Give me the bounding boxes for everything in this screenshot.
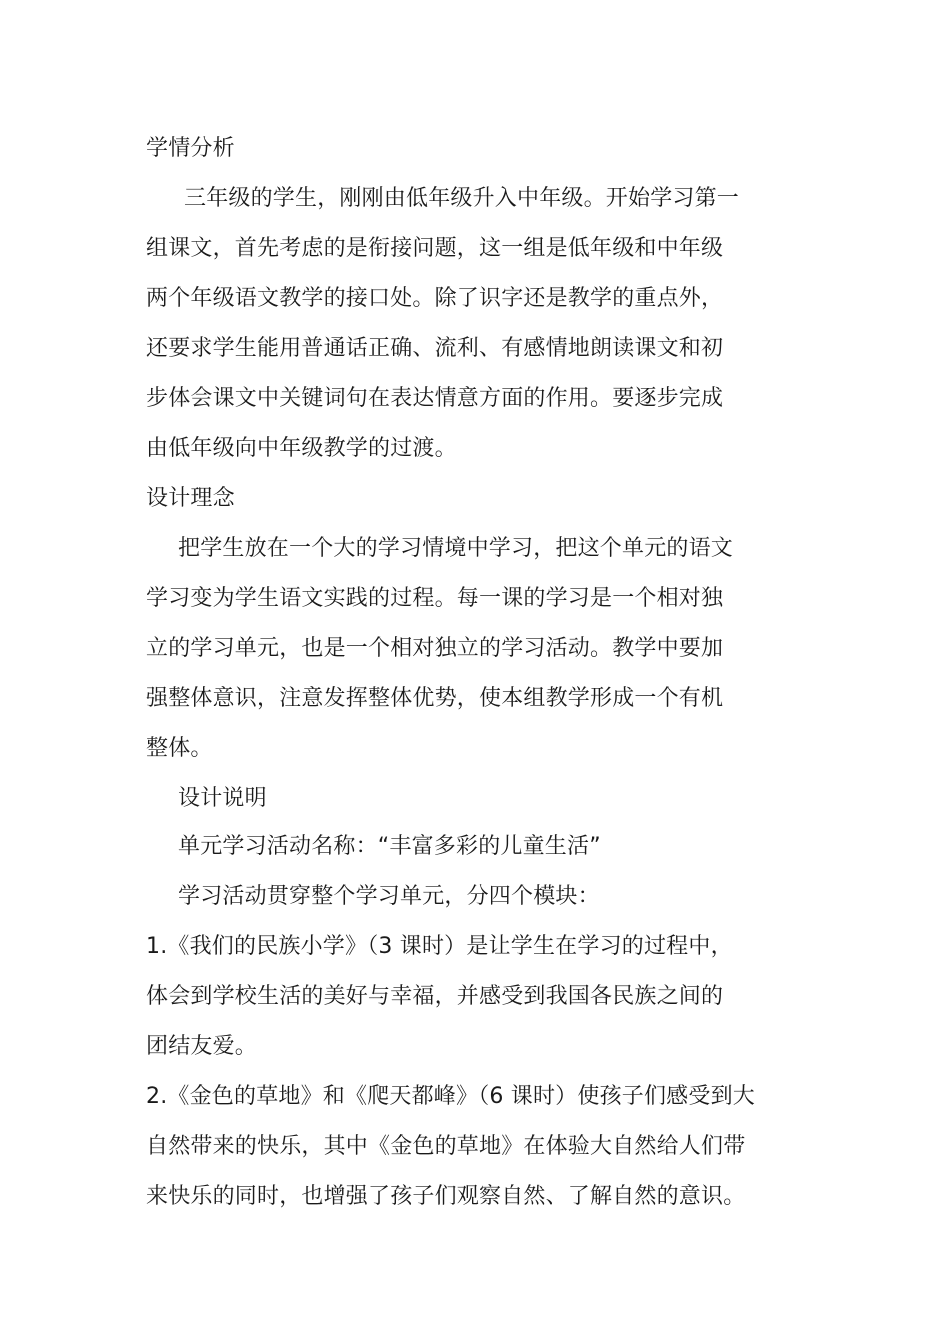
paragraph-line: 学习活动贯穿整个学习单元，分四个模块： <box>178 884 600 909</box>
paragraph-line: 学习变为学生语文实践的过程。每一课的学习是一个相对独 <box>146 586 724 611</box>
paragraph-line: 组课文，首先考虑的是衔接问题，这一组是低年级和中年级 <box>146 236 724 261</box>
heading-student-analysis: 学情分析 <box>146 136 235 161</box>
paragraph-line: 整体。 <box>146 736 213 761</box>
paragraph-line: 步体会课文中关键词句在表达情意方面的作用。要逐步完成 <box>146 386 724 411</box>
list-item-2-line: 来快乐的同时，也增强了孩子们观察自然、了解自然的意识。 <box>146 1184 746 1209</box>
list-item-1-line: 团结友爱。 <box>146 1034 258 1059</box>
heading-design-notes: 设计说明 <box>178 786 267 811</box>
paragraph-line: 两个年级语文教学的接口处。除了识字还是教学的重点外， <box>146 286 724 311</box>
paragraph-line: 由低年级向中年级教学的过渡。 <box>146 436 457 461</box>
list-item-2-line: 自然带来的快乐，其中《金色的草地》在体验大自然给人们带 <box>146 1134 746 1159</box>
list-item-2-line: 2.《金色的草地》和《爬天都峰》（6 课时）使孩子们感受到大 <box>146 1084 755 1109</box>
activity-name-line: 单元学习活动名称：“丰富多彩的儿童生活” <box>178 834 601 859</box>
paragraph-line: 还要求学生能用普通话正确、流利、有感情地朗读课文和初 <box>146 336 724 361</box>
paragraph-line: 三年级的学生，刚刚由低年级升入中年级。开始学习第一 <box>184 186 740 211</box>
list-item-1-line: 1.《我们的民族小学》（3 课时）是让学生在学习的过程中， <box>146 934 733 959</box>
paragraph-line: 强整体意识，注意发挥整体优势，使本组教学形成一个有机 <box>146 686 724 711</box>
paragraph-line: 把学生放在一个大的学习情境中学习，把这个单元的语文 <box>178 536 734 561</box>
list-item-1-line: 体会到学校生活的美好与幸福，并感受到我国各民族之间的 <box>146 984 724 1009</box>
paragraph-line: 立的学习单元，也是一个相对独立的学习活动。教学中要加 <box>146 636 724 661</box>
heading-design-concept: 设计理念 <box>146 486 235 511</box>
